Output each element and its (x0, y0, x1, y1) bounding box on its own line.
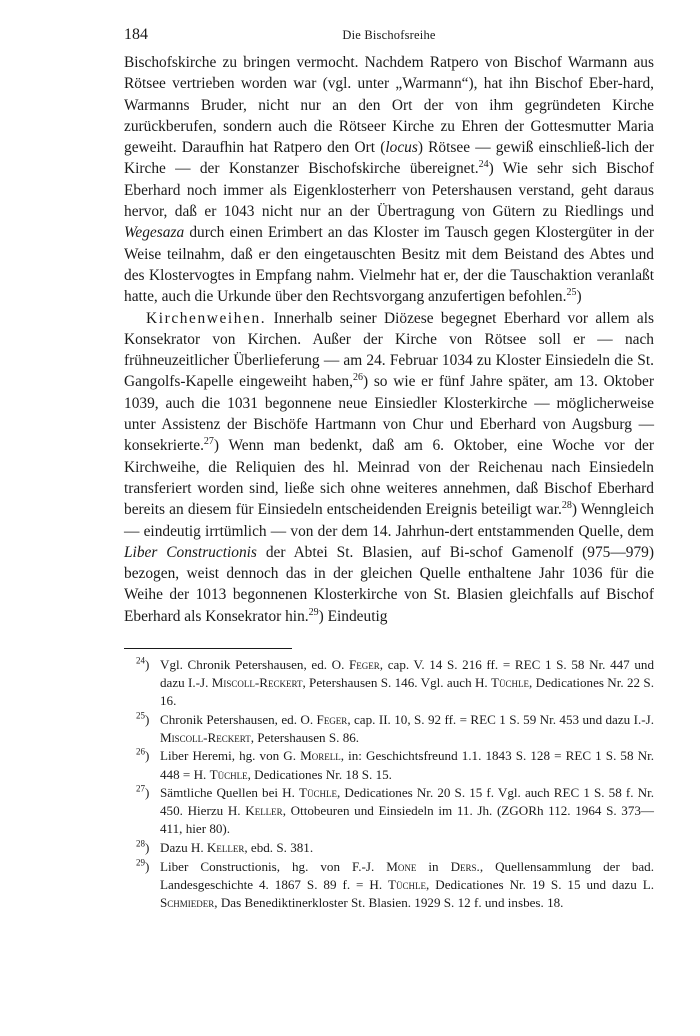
footnote-mark: $^{28}$) (136, 838, 150, 855)
footnote-mark: $^{29}$) (136, 857, 150, 874)
footnote: $^{29}$) Liber Constructionis, hg. von F.-J. Mone in Ders., Quellensammlung der bad. Landesgeschichte 4. 1867 S. 89 f. = H. Tüchle, Dedicationes Nr. 19 S. 15 und dazu L. Schmieder, Das Benediktinerkloster St. Blasien. 1929 S. 12 f. und insbes. 18. (136, 857, 654, 910)
footnote: $^{25}$) Chronik Petershausen, ed. O. Feger, cap. II. 10, S. 92 ff. = REC 1 S. 59 Nr. 453 und dazu I.-J. Miscoll-Reckert, Petershausen S. 86. (136, 710, 654, 745)
main-text (124, 52, 654, 627)
footnotes (124, 656, 654, 912)
footnote-ref-29[interactable]: 29 (308, 606, 319, 618)
footnote-divider (124, 648, 292, 649)
footnote-mark: $^{26}$) (136, 747, 150, 764)
footnote: $^{26}$) Liber Heremi, hg. von G. Morell, in: Geschichtsfreund 1.1. 1843 S. 128 = REC 1 S. 58 Nr. 448 = H. Tüchle, Dedicationes Nr. 18 S. 15. (136, 747, 654, 782)
footnote-ref-26[interactable]: 26 (352, 372, 363, 384)
italic-term: locus (385, 139, 418, 157)
running-head: Die Bischofsreihe (342, 28, 436, 42)
footnote-mark: $^{27}$) (136, 783, 150, 801)
section-heading: Kirchenweihen. (146, 309, 267, 327)
footnote: $^{24}$) Vgl. Chronik Petershausen, ed. O. Feger, cap. V. 14 S. 216 ff. = REC 1 S. 58 Nr. 447 und dazu I.-J. Miscoll-Reckert, Petershausen S. 146. Vgl. auch H. Tüchle, Dedicationes Nr. 22 S. 16. (136, 655, 654, 709)
footnote-ref-27[interactable]: 27 (203, 436, 214, 448)
page-number: 184 (124, 26, 148, 43)
footnote-ref-25[interactable]: 25 (566, 287, 577, 299)
paragraph: Kirchenweihen. Innerhalb seiner Diözese begegnet Eberhard vor allem als Konsekrator von Kirchen. Außer der Kirche von Rötsee soll er — nach frühneuzeitlicher Überlieferung — am 24. Februar 1034 zu Kloster Einsiedeln die St. Gangolfs-Kapelle eingeweiht haben,$^{26}$) so wie er fünf Jahre später, am 13. Oktober 1039, auch die 1031 begonnene neue Einsiedler Klosterkirche — möglicherweise unter Assistenz der Bischöfe Hartmann von Chur und Eberhard von Augsburg — konsekrierte.$^{27}$) Wenn man bedenkt, daß am 6. Oktober, eine Woche vor der Kirchweihe, die Reliquien des hl. Meinrad von der Reichenau nach Einsiedeln transferiert worden sind, ließe sich ohne weiteres annehmen, daß Bischof Eberhard bereits an diesem für Einsiedeln entscheidenden Ereignis beteiligt war.$^{28}$) Wenngleich — eindeutig irrtümlich — von der dem 14. Jahrhun-dert entstammenden Quelle, dem Liber Constructionis der Abtei St. Blasien, auf Bi-schof Gamenolf (975—979) bezogen, weist dennoch das in der gleichen Quelle enthaltene Jahr 1036 für die Weihe der 1013 begonnenen Klosterkirche von St. Blasien gleichfalls auf Bischof Eberhard als Konsekrator hin.$^{29}$) Eindeutig (124, 309, 655, 625)
footnote-ref-28[interactable]: 28 (561, 500, 572, 512)
footnote-mark: $^{24}$) (136, 655, 150, 672)
italic-term: Wegesaza (124, 224, 185, 242)
footnote: $^{28}$) Dazu H. Keller, ebd. S. 381. (124, 839, 654, 857)
footnote: $^{27}$) Sämtliche Quellen bei H. Tüchle, Dedicationes Nr. 20 S. 15 f. Vgl. auch REC 1 S. 58 f. Nr. 450. Hierzu H. Keller, Ottobeuren und Einsiedeln im 11. Jh. (ZGORh 112. 1964 S. 373—411, hier 80). (136, 783, 655, 837)
paragraph: Bischofskirche zu bringen vermocht. Nachdem Ratpero von Bischof Warmann aus Rötsee vertrieben worden war (vgl. unter „Warmann“), hat ihn Bischof Eber-hard, Warmanns Bruder, nicht nur an den Ort der von ihm gegründeten Kirche zurückberufen, sondern auch die Rötseer Kirche zu Ehren der Gottesmutter Maria geweiht. Daraufhin hat Ratpero den Ort (locus) Rötsee — gewiß einschließ-lich der Kirche — der Konstanzer Bischofskirche übereignet.$^{24}$) Wie sehr sich Bischof Eberhard noch immer als Eigenklosterherr von Petershausen verstand, geht daraus hervor, daß er 1043 nicht nur an der Übertragung von Gütern zu Riedlings und Wegesaza durch einen Erimbert an das Kloster im Tausch gegen Klostergüter in der Weise teilnahm, daß er den eingetauschten Besitz mit dem Beistand des Abtes und des Klostervogtes in Empfang nahm. Vielmehr hat er, der die Tauschaktion veranlaßt hatte, auch die Urkunde über den Rechtsvorgang anzufertigen befohlen.$^{25}$) (124, 54, 654, 306)
italic-term: Liber Constructionis (124, 543, 257, 561)
page-header (124, 26, 654, 46)
footnote-mark: $^{25}$) (136, 710, 150, 727)
footnote-ref-24[interactable]: 24 (478, 159, 489, 171)
